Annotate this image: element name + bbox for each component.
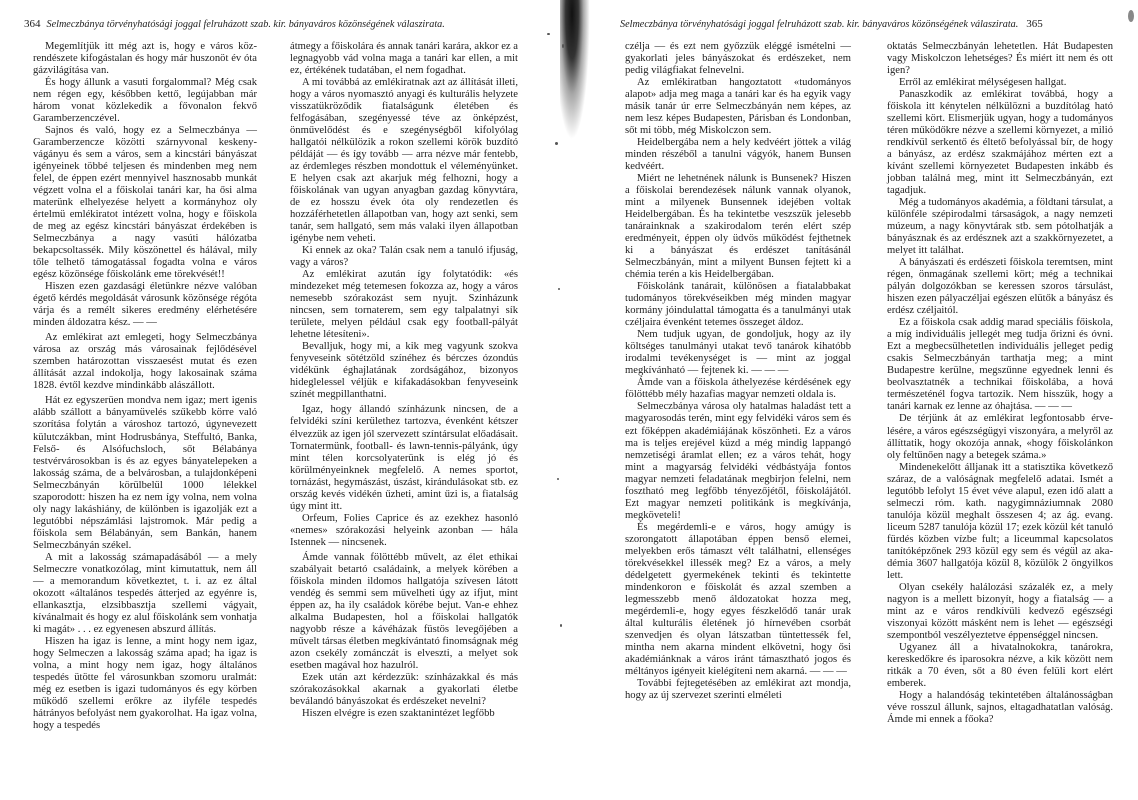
- paragraph: Megemlítjük itt még azt is, hogy e város közrendészete kifogástalan és hogy már huszonöt év óta gázvilágítása van.: [33, 41, 257, 77]
- paragraph: De térjünk át az emlékirat legfontosabb érvelésére, a város egészségügyi viszonyára, a melyről az állíttatik, hogy okozója annak, «hogy főiskolánkon oly feltűnően nagy a betegek száma.»: [887, 413, 1113, 461]
- paragraph: Főiskolánk tanárait, különösen a fiatalabbakat tudományos törekvéseikben még minden magyar kormány jóindulattal támogatta és a tanulmányi utak czéljaira évenként tetemes összeget áldoz.: [625, 281, 851, 329]
- paragraph: Mindenekelőtt álljanak itt a statisztika következő száraz, de a valóságnak megfelelő adatai. Ismét a legutóbb lefolyt 15 évet véve alapul, ezen idő alatt a selmeczi róm. kath. nagygimnáziumnak 2080 tanulója közül meghalt összesen 4; az ág. evang. liceum 5287 tanulója közül 17; ezek közül két tanuló fürdés közben vízbe fult; a liceummal kapcsolatos tanítóképzőnek 293 közül egy sem és végül az akadémia 3607 hallgatója közül 8, közülök 2 öngyilkos lett.: [887, 461, 1113, 581]
- scan-speck: [558, 288, 560, 290]
- paragraph: Ezek után azt kérdezzük: színházakkal és más szórakozásokkal akarnak a gyakorlati életbe beválandó bányászokat és erdészeket nevelni?: [290, 671, 518, 707]
- paragraph: Hiszen ha igaz is lenne, a mint hogy nem igaz, hogy Selmeczen a lakosság száma apad; ha igaz is volna, a mint hogy nem igaz, hogy általános tespedés ütötte fel városunkban szomoru uralmát: még ez esetben is igazi tudományos és egy körben működő szellemi erőkre az ilyféle tespedés hátrányos befolyást nem gyakorolhat. Ha igaz volna, hogy a tespedés: [33, 635, 257, 731]
- running-head-title-right: Selmeczbánya törvényhatósági joggal felruházott szab. kir. bányaváros közönségének válasziratа.: [620, 19, 1019, 30]
- left-page-column-2: [290, 41, 518, 720]
- right-page: [570, 0, 1138, 800]
- paragraph: Nem tudjuk ugyan, de gondoljuk, hogy az ily költséges tanulmányi utakat tevő tanárok kihatóbb irodalmi tevékenységet is — mint az joggal megkívánható — fejtenek ki. — — —: [625, 329, 851, 377]
- left-page: [0, 0, 568, 800]
- paragraph: czélja — és ezt nem győzzük eléggé ismételni — gyakorlati jeles bányászokat és erdészeket, nem pedig világfiakat felnevelni.: [625, 41, 851, 77]
- paragraph: Sajnos és való, hogy ez a Selmeczbánya — Garamberzencze közötti szárnyvonal keskenyvágányu és sem a város, sem a kincstári bányászat igényeinek többé teljesen és mindenben meg nem felel, de éppen ezért mennyivel hasznosabb munkát végzett volna el a főiskolai tanári kar, ha ősi alma materünk elhelyezése helyett a kormányhoz oly értelmü emlékiratot intézett volna, hogy e főiskola de meg az egész kincstári bányászat érdekében is Selmeczbánya a nagy vasúti hálózatba bekapcsoltassék. Mily köszönettel és hálával, mily tőle telhető támogatással fogadta volna e város egész közönsége főiskolánk eme törekvését!!: [33, 125, 257, 281]
- paragraph: Heidelbergába nem a hely kedvéért jöttek a világ minden részéből a tanulni vágyók, hanem Bunsen kedvéért.: [625, 137, 851, 173]
- paragraph: További fejtegetésében az emlékirat azt mondja, hogy az új szervezet szerinti elméleti: [625, 677, 851, 701]
- paragraph: Hogy a halandóság tekintetében általánosságban véve rosszul állunk, sajnos, eltagadhatatlan valóság. Ámde mi ennek a főoka?: [887, 689, 1113, 725]
- paragraph: átmegy a főiskolára és annak tanári karára, akkor ez a legnagyobb vád volna maga a tanári kar ellen, a mit ez, értékének tudatában, el nem fogadhat.: [290, 41, 518, 77]
- paragraph: És hogy állunk a vasuti forgalommal? Még csak nem régen egy, későbben kettő, legújabban már három vonat közlekedik a fővonalon fekvő Garamberzenczével.: [33, 77, 257, 125]
- paragraph: A mi továbbá az emlékiratnak azt az állítását illeti, hogy a város nyomasztó anyagi és kulturális helyzete visszatükröződik fiatalságunk életében és felfogásában, szegényessé téve az önképzést, önművelődést és e szegénységből kifolyólag hallgatói nélkülözik a rokon szellemi körök buzdító példáját — és így tovább — arra nézve már fentebb, az érdemleges részben mondottuk el véleményünket. E helyen csak azt akarjuk még felhozni, hogy a főiskolának van ugyan anyagban gazdag könyvtára, de ez hosszu évek óta oly rendezetlen és hozzáférhetetlen állapotban van, hogy azt senki, sem tanár, sem hallgató, sem más valaki ilyen állapotban igénybe nem veheti.: [290, 77, 518, 245]
- page-number-left: 364: [24, 18, 41, 30]
- right-page-column-2: [887, 41, 1113, 726]
- paragraph: Hát ez egyszerüen mondva nem igaz; mert igenis alább szállott a bányamüvelés szűkebb körre való szorítása folytán a városhoz tartozó, úgynevezett külutczákban, mint Hodrusbánya, Steffultó, Banka, Felső- és Alsófuchsloch, sőt Bélabánya testvérvárosokban is és az egyes bányatelepeken a lakosság száma, de a belvárosban, a tulajdonképeni Selmeczbányán körülbelül 1000 lélekkel szaporodott: hiszen ha ez nem így volna, nem volna oly nagy lakáshiány, de különben is igazolják ezt a legutóbbi népszámlási lajstromok. Már pedig a főiskola sem Bélabányán, sem Bankán, hanem Selmeczbányán székel.: [33, 395, 257, 551]
- paragraph: Ugyanez áll a hivatalnokokra, tanárokra, kereskedőkre és iparosokra nézve, a kik között nem ritkák a 70 éven, sőt a 80 éven felüli kort elért emberek.: [887, 641, 1113, 689]
- paragraph: Miért ne lehetnének nálunk is Bunsenek? Hiszen a főiskolai berendezések nálunk vannak olyanok, mint a milyenek Bunsennek idejében voltak Heidelbergában. És ha tekintetbe veszszük jelesebb tanárainknak a szakirodalom terén elért szép eredményeit, éppen oly üdvös működést fejthetnek ki a bányászat és erdészet tanításánál Selmeczbányán, mint a milyent Bunsen fejtett ki a chémia terén a kis Heidelbergában.: [625, 173, 851, 281]
- scan-speck: [1128, 10, 1134, 22]
- paragraph: Még a tudományos akadémia, a földtani társulat, a különféle szépirodalmi társaságok, a nagy nemzeti múzeum, a nagy könyvtárak stb. sem pótolhatják a bányásznak és az erdésznek azt a szakkörnyezetet, a melyet itt találhat.: [887, 197, 1113, 257]
- paragraph: Ámde van a főiskola áthelyezése kérdésének egy fölöttébb mély hazafias magyar nemzeti oldala is.: [625, 377, 851, 401]
- running-head-title-left: Selmeczbánya törvényhatósági joggal felruházott szab. kir. bányaváros közönségének válasziratа.: [46, 19, 445, 30]
- running-head-right: [620, 18, 1043, 30]
- scan-speck: [547, 33, 550, 35]
- right-page-column-1: [625, 41, 851, 702]
- scan-speck: [560, 624, 562, 627]
- paragraph: Ez a főiskola csak addig marad speciális főiskola, a míg individuális jellegét meg tudja őrizni és óvni. Ezt a megbecsülhetetlen individuális jelleget pedig csakis Selmeczbányán tarthatja meg; a mint Budapestre kerülne, megszűnne egyednek lenni és beolvasztatnék a technikai főiskolába, a hová természeténél fogva tartozik. Nem hisszük, hogy a tanári karnak ez lenne az óhajtása. — — —: [887, 317, 1113, 413]
- paragraph: Ki ennek az oka? Talán csak nem a tanuló ifjuság, vagy a város?: [290, 245, 518, 269]
- paragraph: Olyan csekély halálozási százalék ez, a mely nagyon is a mellett bizonyít, hogy a fiatalság — a mint az e város rendkívüli kedvező egészségi viszonyai között másként nem is lehet — egészségi szempontból veszélyeztetve éppenséggel nincsen.: [887, 581, 1113, 641]
- scan-speck: [562, 44, 564, 48]
- paragraph: Hiszen elvégre is ezen szaktanintézet legfőbb: [302, 707, 495, 719]
- paragraph: Orfeum, Folies Caprice és az ezekhez hasonló «nemes» szórakozási helyeink azonban — hála Istennek — nincsenek.: [290, 512, 518, 548]
- paragraph: Az emlékiratban hangoztatott «tudományos alapot» adja meg maga a tanári kar és ha egyik vagy másik tanár úr erre Selmeczbányán nem képes, az nem lesz képes Budapesten, Párisban és Londonban, sőt mi több, még Miskolczon sem.: [625, 77, 851, 137]
- scan-speck: [557, 478, 559, 480]
- paragraph: Igaz, hogy állandó színházunk nincsen, de a felvidéki színi kerülethez tartozva, évenként kétszer élvezzük az igen jól szervezett színtársulat előadásait. Tornatermünk, football- és lawn-tennis-pályánk, úgy mint télen korcsolyaterünk is elég jó és körülményeinknek megfelelő. A nemes sportot, tornázást, hegymászást, úszást, kirándulásokat stb. ez ország kevés vidékén űzheti, amint űzi is, a fiatalság úgy mint itt.: [290, 404, 518, 512]
- paragraph: Az emlékirat azután így folytatódik: «és mindezeket még tetemesen fokozza az, hogy a város nemesebb szórakozást sem nyujt. Szinházunk nincsen, sem tornaterem, sem egy talpalatnyi sík területe, melyen például csak egy football-pályát lehetne létesíteni».: [290, 269, 518, 341]
- page-number-right: 365: [1026, 18, 1043, 30]
- paragraph: Erről az emlékirat mélységesen hallgat.: [899, 77, 1067, 89]
- paragraph: oktatás Selmeczbányán lehetetlen. Hát Budapesten vagy Miskolczon lehetséges? És miért itt nem és ott igen?: [887, 41, 1113, 77]
- paragraph: Panaszkodik az emlékirat továbbá, hogy a főiskola itt kénytelen nélkülözni a buzdítólag ható szellemi kört. Elismerjük ugyan, hogy a tudományos téren működőkre nézve a szellemi környezet, a milió rendkívül serkentő és éltető befolyással bír, de hogy a bányász, az erdész szakmájához mérten ezt a kívánt szellemi környezetet Budapesten inkább és jobban találná meg, mint itt Selmeczbányán, ezt tagadjuk.: [887, 89, 1113, 197]
- paragraph: A bányászati és erdészeti főiskola teremtsen, mint régen, önmagának szellemi kört; még a technikai pályán dolgozókban se keressen szoros társulást, hiszen ezen pályaczéljai egészen elütők a bányász és erdész czéljaitól.: [887, 257, 1113, 317]
- left-page-column-1: [33, 41, 257, 732]
- paragraph: Hiszen ezen gazdasági életünkre nézve valóban égető kérdés megoldását városunk közönsége régóta várja és a remélt sikeres eredmény elérhetésére minden áldozatra kész. — —: [33, 281, 257, 329]
- paragraph: És megérdemli-e e város, hogy amúgy is szorongatott állapotában éppen benső elemei, melyekben erős támaszt vélt találhatni, ellenséges törekvésekkel illessék meg? Ez a város, a mely dédelgetett gyermekének tekinti és tekintette mindenkoron e főiskolát és azzal szemben a legmesszebb menő áldozatokat hozza meg, megérdemli-e, hogy egyes fészkelődő tanár urak által kulturális életének jó hírnevében csorbát szenvedjen és olyan látszatban tüntettessék fel, mintha nem akarna mindent elkövetni, hogy ősi akadémiánknak a város iránt támasztható jogos és méltányos igényeit kielégíteni nem akarná. — — —: [625, 521, 851, 677]
- paragraph: Selmeczbánya városa oly hatalmas haladást tett a magyarosodás terén, mint egy felvidéki város sem és ezt főképpen akadémiájának köszönheti. Ez a város ma is teljes erejével küzd a még mindig lappangó nemzetiségi áramlat ellen; ez a város tehát, hogy mint a magyarság felvidéki védbástyája fontos magyar nemzeti feladatának megbirjon felelni, nem fosztható meg legfőbb tényezőjétől, főiskolájától. Ezt magyar nemzeti politikánk is megkívánja, megköveteli!: [625, 401, 851, 521]
- paragraph: Ámde vannak fölöttébb művelt, az élet ethikai szabályait betartó családaink, a melyek körében a főiskola minden ildomos hallgatója szívesen látott vendég és semmi sem művelheti úgy az ifjut, mint éppen az, ha ily családok körébe bejut. Van-e ehhez alkalma Budapesten, hol a főiskolai hallgatók nagyobb része a kávéházak füstös levegőjében a művelt társas életben megkívántató finomságnak még azon csekély zománczát is elveszti, a melyet sok esetben magával hoz hazulról.: [290, 551, 518, 671]
- paragraph: Bevalljuk, hogy mi, a kik meg vagyunk szokva fenyveseink sötétzöld színéhez és bérczes ózondús vidékünk éghajlatának zordságához, bizonyos hideglelessel véljük e kifakadásokban fenyveseink színét megpillanthatni.: [290, 341, 518, 401]
- running-head-left: [24, 18, 445, 30]
- scan-speck: [555, 142, 558, 145]
- paragraph: Az emlékirat azt emlegeti, hogy Selmeczbánya városa az ország más városainak fejlődésével szemben határozottan visszaesést mutat és ezen állítását azzal indokolja, hogy lakosainak száma 1828. évtől kezdve mindinkább alászállott.: [33, 332, 257, 392]
- paragraph: A mit a lakosság számapadásából — a mely Selmeczre vonatkozólag, mint kimutattuk, nem áll — a memorandum következtet, t. i. az ez által okozott «általános tespedés átterjed az egyénre is, ellankasztja, elzsibbasztja szellemi vágyait, kívánalmait és hogy ez alul főiskolánk sem vonhatja ki magát» . . . ez egyenesen abszurd állítás.: [33, 551, 257, 635]
